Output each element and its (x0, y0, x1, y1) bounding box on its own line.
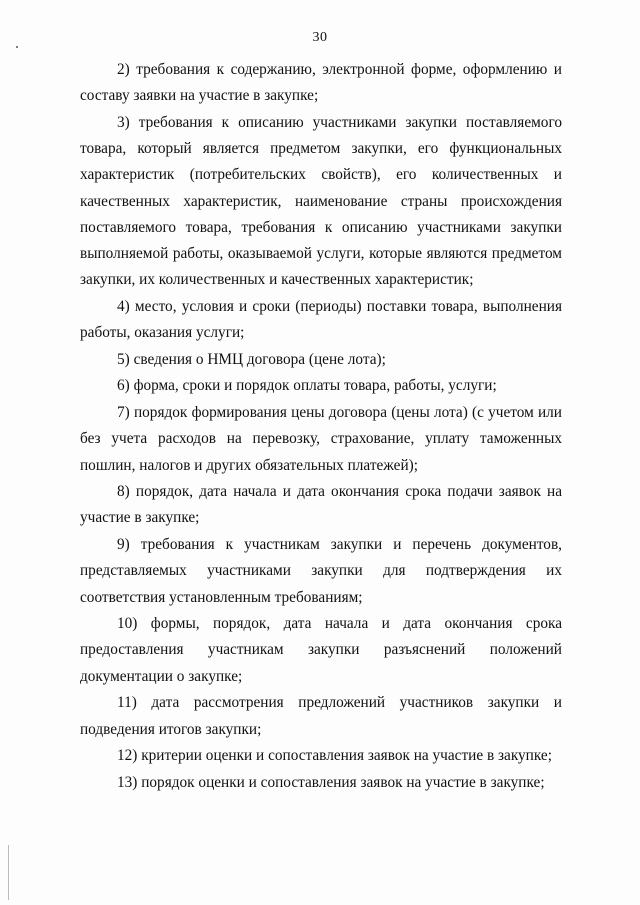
scan-artifact (16, 46, 18, 48)
scan-edge (8, 845, 9, 900)
list-item-11: 11) дата рассмотрения предложений участников закупки и подведения итогов закупки; (80, 694, 562, 738)
list-item-10: 10) формы, порядок, дата начала и дата окончания срока предоставления участникам закупки разъяснений положений документации о закупке; (80, 615, 562, 685)
document-body (80, 57, 562, 796)
page-number: 30 (312, 30, 328, 45)
list-item-5: 5) сведения о НМЦ договора (цене лота); (117, 350, 386, 368)
list-item-13: 13) порядок оценки и сопоставления заявок на участие в закупке; (117, 773, 545, 791)
list-item-3: 3) требования к описанию участниками закупки поставляемого товара, который является предметом закупки, его функциональных характеристик (потребительских свойств), его количественных и качественных характеристик, наименование страны происхождения поставляемого товара, требования к описанию участниками закупки выполняемой работы, оказываемой услуги, которые являются предметом закупки, их количественных и качественных характеристик; (80, 113, 562, 289)
list-item-8: 8) порядок, дата начала и дата окончания срока подачи заявок на участие в закупке; (80, 483, 562, 527)
list-item-12: 12) критерии оценки и сопоставления заявок на участие в закупке; (117, 747, 552, 765)
list-item-9: 9) требования к участникам закупки и перечень документов, представляемых участниками закупки для подтверждения их соответствия установленным требованиям; (80, 536, 562, 606)
list-item-4: 4) место, условия и сроки (периоды) поставки товара, выполнения работы, оказания услуги; (80, 297, 562, 342)
list-item-6: 6) форма, сроки и порядок оплаты товара, работы, услуги; (117, 377, 497, 395)
list-item-7: 7) порядок формирования цены договора (цены лота) (с учетом или без учета расходов на перевозку, страхование, уплату таможенных пошлин, налогов и других обязательных платежей); (80, 404, 562, 474)
list-item-2: 2) требования к содержанию, электронной форме, оформлению и составу заявки на участие в закупке; (80, 61, 562, 105)
